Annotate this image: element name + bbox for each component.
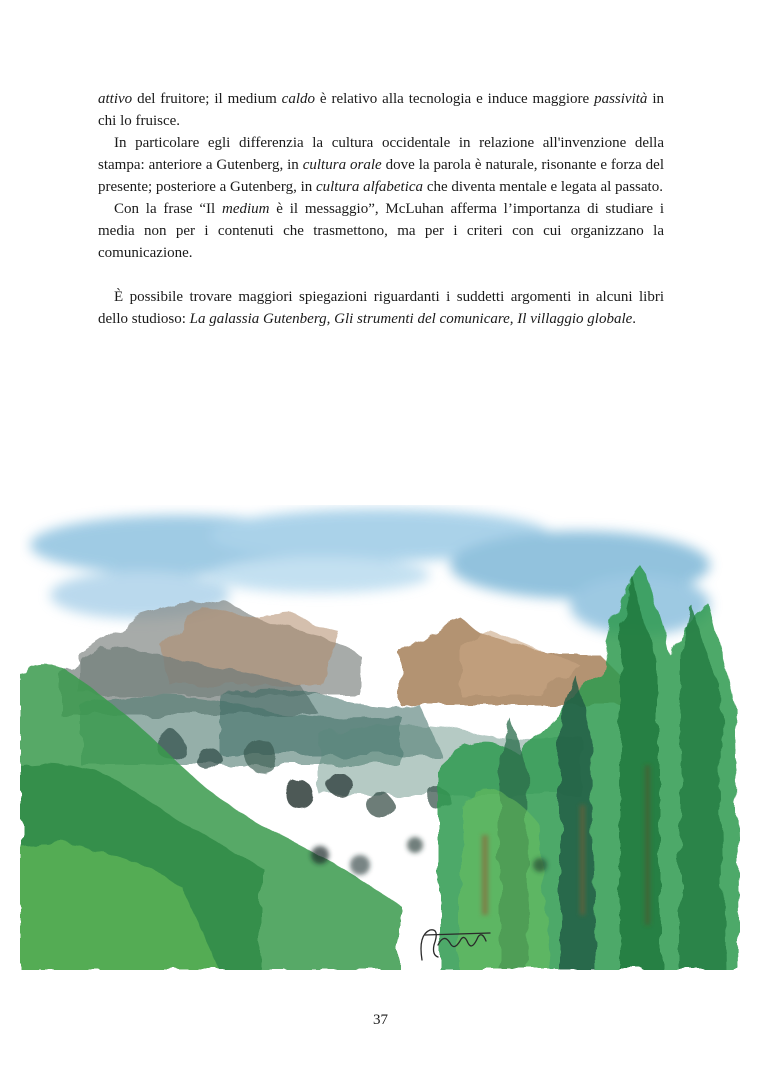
sky — [30, 509, 710, 635]
paragraph-2: In particolare egli differenzia la cultura occidentale in relazione all'invenzione della stampa: anteriore a Gutenberg, in cultura orale dove la parola è naturale, risonante e forza del presente; posteriore a Gutenberg, in cultura alfabetica che diventa mentale e legata al passato. — [98, 135, 664, 195]
paragraph-1: attivo del fruitore; il medium caldo è relativo alla tecnologia e induce maggiore passività in chi lo fruisce. — [98, 91, 665, 129]
page-number: 37 — [373, 1012, 388, 1028]
paragraph-3: Con la frase “Il medium è il messaggio”, McLuhan afferma l’importanza di studiare i media non per i contenuti che trasmettono, ma per i criteri con cui organizzano la comunicazione. — [98, 201, 664, 261]
landscape-drawing — [20, 505, 740, 970]
watercolor-landscape — [20, 505, 740, 970]
paragraph-4: È possibile trovare maggiori spiegazioni riguardanti i suddetti argomenti in alcuni libri dello studioso: La galassia Gutenberg, Gli strumenti del comunicare, Il villaggio globale. — [98, 289, 664, 327]
body-text — [98, 88, 664, 330]
